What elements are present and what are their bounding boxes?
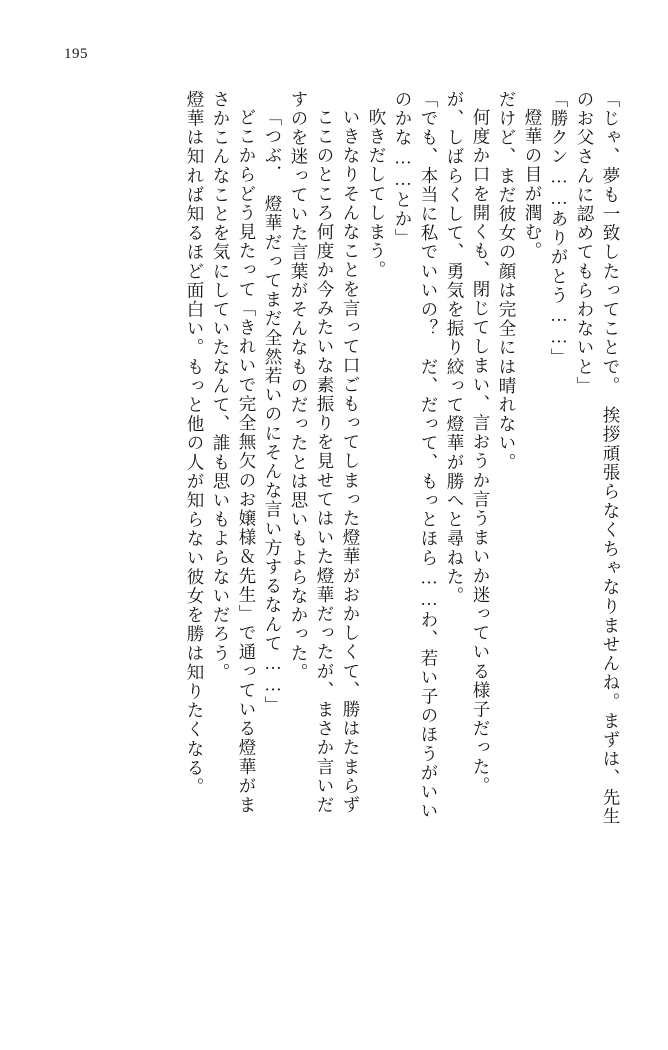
text-line: 吹きだしてしまう。 — [367, 108, 387, 280]
text-line: どこからどう見たって「きれいで完全無欠のお嬢様＆先生」で通っている燈華がま — [237, 108, 257, 815]
text-line: いきなりそんなことを言って口ごもってしまった燈華がおかしくて、勝はたまらず — [341, 108, 361, 815]
text-line: のお父さんに認めてもらわないと」 — [575, 90, 595, 396]
text-line: 何度か口を開くも、閉じてしまい、言おうか言うまいか迷っている様子だった。 — [471, 108, 491, 796]
text-line: のかな……とか」 — [393, 90, 413, 248]
text-line: 「じゃ、夢も一致したってことで。 挨拶頑張らなくちゃなりませんね。まずは、先生 — [601, 90, 621, 827]
text-line: 燈華は知れば知るほど面白い。もっと他の人が知らない彼女を勝は知りたくなる。 — [185, 90, 205, 797]
text-line: すのを迷っていた言葉がそんなものだったとは思いもよらなかった。 — [289, 90, 309, 683]
text-line: ここのところ何度か今みたいな素振りを見せてはいた燈華だったが、まさか言いだ — [315, 108, 335, 815]
text-line: 燈華の目が潤む。 — [523, 108, 543, 261]
page-number: 195 — [64, 46, 88, 62]
text-line: だけど、まだ彼女の顔は完全には晴れない。 — [497, 90, 517, 472]
text-line: 「つぶ． 燈華だってまだ全然若いのにそんな言い方するなんて……」 — [263, 108, 283, 716]
text-line: 「でも、本当に私でいいの？ だ、だって、もっとほら……わ、若い子のほうがいい — [419, 90, 439, 821]
text-line: 「勝クン……ありがとう……」 — [549, 90, 569, 368]
text-line: が、しばらくして、勇気を振り絞って燈華が勝へと尋ねた。 — [445, 90, 465, 606]
text-line: さかこんなことを気にしていたなんて、誰も思いもよらないだろう。 — [211, 90, 231, 683]
body-text-vertical — [44, 90, 624, 1010]
